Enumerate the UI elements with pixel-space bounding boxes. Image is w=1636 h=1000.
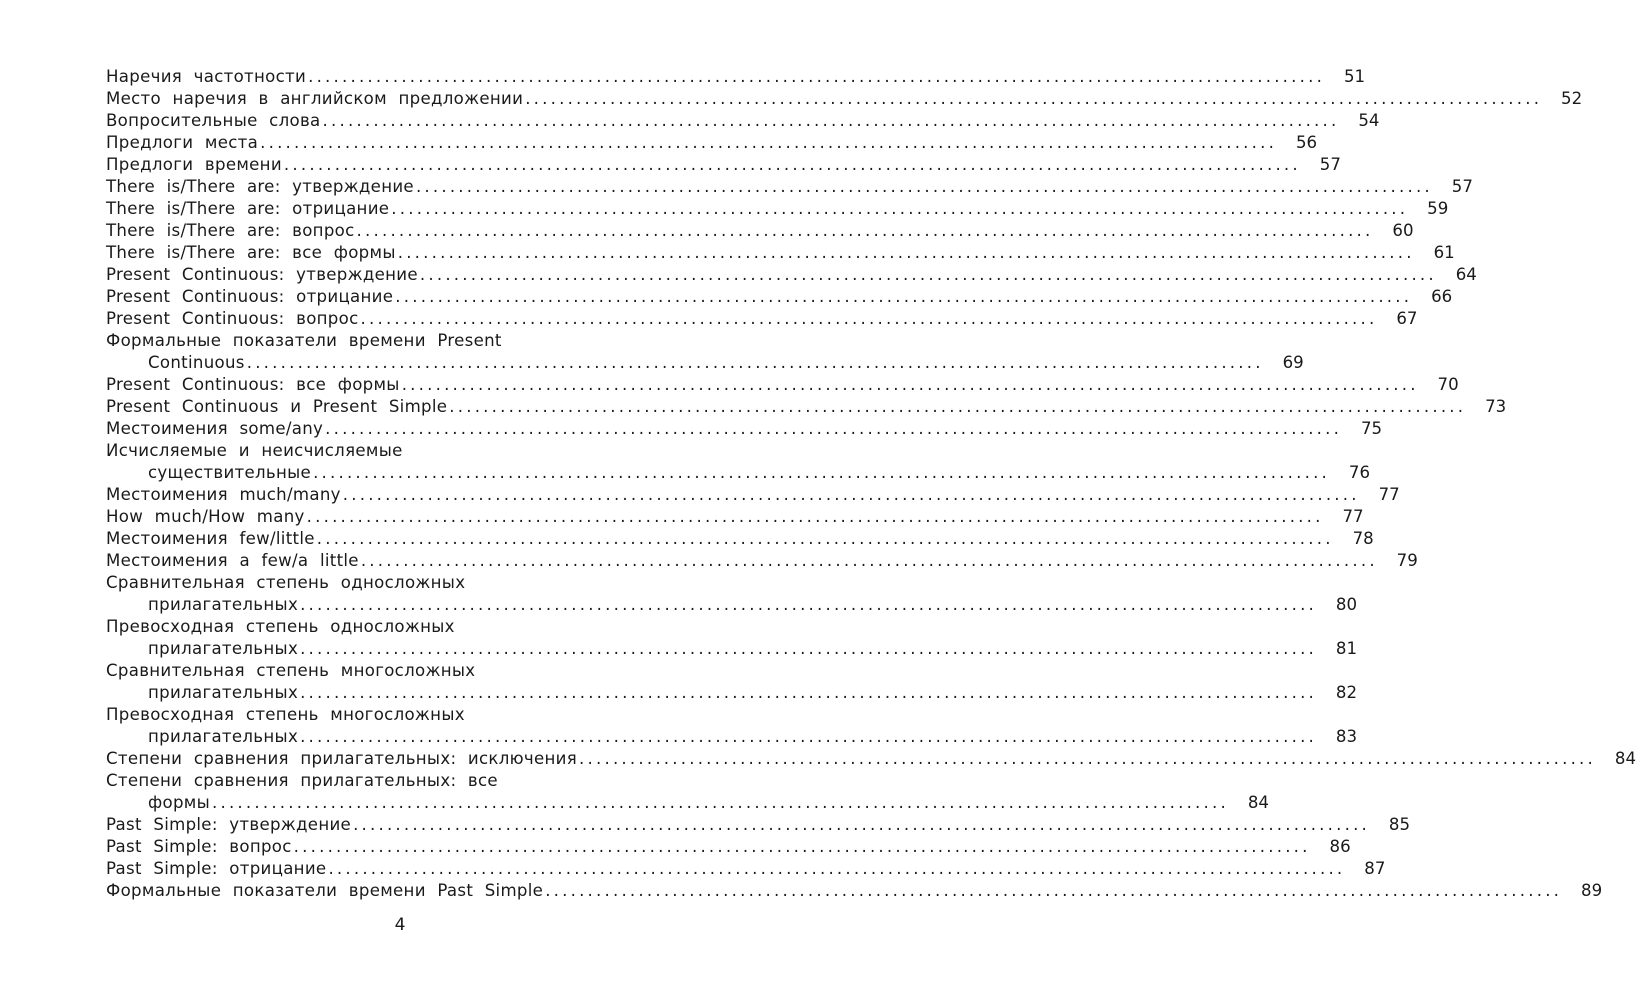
- toc-entry: [106, 418, 1383, 440]
- toc-entry-line: [106, 462, 1371, 484]
- toc-entry-line: [106, 704, 708, 726]
- toc-entry-line: [106, 352, 1304, 374]
- toc-entry-line: [106, 132, 1318, 154]
- toc-entry-line: [106, 110, 1380, 132]
- toc-entry-line: [106, 880, 1603, 902]
- toc-entry-line: [106, 176, 1473, 198]
- toc-entry-line: [106, 572, 708, 594]
- toc-entry-page: 66: [1431, 287, 1453, 306]
- toc-entry-title: Формальные показатели времени Past Simple: [106, 881, 544, 900]
- dot-leader: ........................................................................................................................: [360, 551, 1378, 570]
- dot-leader: ........................................................................................................................: [300, 595, 1318, 614]
- dot-leader: ........................................................................................................................: [360, 309, 1378, 328]
- toc-entry: [106, 836, 1351, 858]
- toc-entry-page: 52: [1561, 89, 1583, 108]
- toc-entry-title: Past Simple: отрицание: [106, 859, 327, 878]
- toc-entry: [106, 484, 1400, 506]
- toc-entry: [106, 880, 1603, 902]
- toc-entry-line: [106, 836, 1351, 858]
- toc-entry-line: [106, 770, 708, 792]
- toc-entry-line: [106, 154, 1341, 176]
- toc-entry-line: [106, 484, 1400, 506]
- dot-leader: ........................................................................................................................: [325, 419, 1343, 438]
- toc-entry: [106, 132, 1318, 154]
- toc-entry-line: [106, 418, 1383, 440]
- toc-entry: [106, 748, 1636, 770]
- toc-entry-title: Местоимения much/many: [106, 485, 341, 504]
- toc-entry-line: [106, 440, 708, 462]
- toc-entry-title: Continuous: [148, 353, 245, 372]
- toc-entry-line: [106, 660, 708, 682]
- toc-entry: [106, 308, 1418, 330]
- toc-entry: [106, 110, 1380, 132]
- toc-entry-line: [106, 330, 708, 352]
- toc-entry-title: There is/There are: все формы: [106, 243, 396, 262]
- toc-entry-page: 56: [1295, 133, 1318, 152]
- toc-entry-page: 60: [1392, 221, 1414, 240]
- toc-entry: [106, 330, 1304, 374]
- toc-entry-page: 79: [1396, 551, 1418, 570]
- toc-entry-line: [106, 726, 1358, 748]
- toc-entry: [106, 858, 1386, 880]
- dot-leader: ........................................................................................................................: [391, 199, 1409, 218]
- toc-entry-line: [106, 308, 1418, 330]
- toc-entry-title: Место наречия в английском предложении: [106, 89, 524, 108]
- toc-entry-title: прилагательных: [148, 727, 299, 746]
- toc-entry-title: формы: [148, 793, 210, 812]
- toc-entry-title: Present Continuous: утверждение: [106, 265, 418, 284]
- toc-entry: [106, 286, 1453, 308]
- toc-entry: [106, 550, 1418, 572]
- toc-entry-title: Исчисляемые и неисчисляемые: [106, 441, 403, 460]
- toc-entry-title: Past Simple: вопрос: [106, 837, 292, 856]
- toc-entry-page: 57: [1319, 155, 1341, 174]
- toc-entry-page: 76: [1348, 463, 1371, 482]
- toc-entry-line: [106, 264, 1477, 286]
- toc-entry-title: Степени сравнения прилагательных: исключения: [106, 749, 578, 768]
- dot-leader: ........................................................................................................................: [397, 243, 1415, 262]
- toc-entry-title: Present Continuous: отрицание: [106, 287, 394, 306]
- dot-leader: ........................................................................................................................: [328, 859, 1346, 878]
- toc-entry-title: Местоимения few/little: [106, 529, 315, 548]
- dot-leader: ........................................................................................................................: [419, 265, 1437, 284]
- dot-leader: ........................................................................................................................: [342, 485, 1360, 504]
- toc-entry: [106, 704, 1358, 748]
- toc-entry-page: 87: [1364, 859, 1386, 878]
- toc-entry-title: Превосходная степень односложных: [106, 617, 455, 636]
- dot-leader: ........................................................................................................................: [313, 463, 1331, 482]
- toc-entry-page: 84: [1614, 749, 1636, 768]
- dot-leader: ........................................................................................................................: [449, 397, 1467, 416]
- toc-entry-line: [106, 220, 1414, 242]
- toc-entry: [106, 396, 1507, 418]
- dot-leader: ........................................................................................................................: [525, 89, 1543, 108]
- toc-entry-line: [106, 616, 708, 638]
- toc-entry-page: 70: [1437, 375, 1459, 394]
- toc-entry-line: [106, 814, 1411, 836]
- toc-entry-page: 69: [1282, 353, 1304, 372]
- toc-entry-line: [106, 396, 1507, 418]
- toc-entry-page: 82: [1335, 683, 1358, 702]
- toc-entry: [106, 66, 1366, 88]
- toc-entry-title: There is/There are: утверждение: [106, 177, 414, 196]
- toc-entry-title: There is/There are: отрицание: [106, 199, 390, 218]
- toc-entry-title: Past Simple: утверждение: [106, 815, 352, 834]
- toc-entry-page: 54: [1358, 111, 1380, 130]
- toc-entry-line: [106, 748, 1636, 770]
- toc-entry-line: [106, 638, 1358, 660]
- toc-entry: [106, 154, 1341, 176]
- dot-leader: ........................................................................................................................: [246, 353, 1264, 372]
- toc-entry-page: 73: [1485, 397, 1507, 416]
- toc-entry-title: There is/There are: вопрос: [106, 221, 355, 240]
- toc-entry: [106, 572, 1358, 616]
- toc-entry-title: Present Continuous: вопрос: [106, 309, 359, 328]
- dot-leader: ........................................................................................................................: [283, 155, 1301, 174]
- toc-entry-page: 81: [1335, 639, 1358, 658]
- dot-leader: ........................................................................................................................: [308, 67, 1326, 86]
- toc-entry-title: Местоимения some/any: [106, 419, 324, 438]
- toc-entry-title: How much/How many: [106, 507, 305, 526]
- toc-entry-line: [106, 286, 1453, 308]
- dot-leader: ........................................................................................................................: [322, 111, 1340, 130]
- toc-entry: [106, 660, 1358, 704]
- toc-entry-title: Present Continuous и Present Simple: [106, 397, 448, 416]
- toc-entry-title: существительные: [148, 463, 312, 482]
- dot-leader: ........................................................................................................................: [353, 815, 1371, 834]
- toc-entry-page: 80: [1335, 595, 1358, 614]
- toc-entry-line: [106, 506, 1364, 528]
- dot-leader: ........................................................................................................................: [415, 177, 1433, 196]
- toc-entry-title: Предлоги времени: [106, 155, 282, 174]
- toc-entry: [106, 242, 1455, 264]
- toc-entry: [106, 374, 1459, 396]
- toc-entry-title: Формальные показатели времени Present: [106, 331, 502, 350]
- toc-entry-line: [106, 550, 1418, 572]
- toc-entry-line: [106, 88, 1583, 110]
- toc-entry-line: [106, 792, 1269, 814]
- toc-entry-title: Сравнительная степень односложных: [106, 573, 466, 592]
- toc-entry-line: [106, 66, 1366, 88]
- toc-entry-page: 77: [1378, 485, 1400, 504]
- toc-entry-title: Превосходная степень многосложных: [106, 705, 465, 724]
- toc-entry: [106, 88, 1583, 110]
- dot-leader: ........................................................................................................................: [212, 793, 1229, 812]
- toc-entry: [106, 506, 1364, 528]
- toc-entry: [106, 198, 1449, 220]
- dot-leader: ........................................................................................................................: [300, 683, 1318, 702]
- dot-leader: ........................................................................................................................: [260, 133, 1278, 152]
- dot-leader: ........................................................................................................................: [356, 221, 1374, 240]
- dot-leader: ........................................................................................................................: [401, 375, 1419, 394]
- toc-entry: [106, 616, 1358, 660]
- toc-entry: [106, 528, 1374, 550]
- toc-entry-title: прилагательных: [148, 683, 299, 702]
- toc-entry: [106, 440, 1371, 484]
- toc-entry-title: Present Continuous: все формы: [106, 375, 400, 394]
- toc-entry-page: 59: [1427, 199, 1449, 218]
- toc-entry-page: 67: [1396, 309, 1418, 328]
- toc-entry: [106, 220, 1414, 242]
- toc-entry-title: Наречия частотности: [106, 67, 307, 86]
- toc-entry-line: [106, 374, 1459, 396]
- dot-leader: ........................................................................................................................: [579, 749, 1597, 768]
- toc-entry-line: [106, 242, 1455, 264]
- toc-entry: [106, 264, 1477, 286]
- toc-entry-line: [106, 858, 1386, 880]
- toc-entry-page: 57: [1451, 177, 1473, 196]
- dot-leader: ........................................................................................................................: [300, 727, 1318, 746]
- toc-entry-title: Местоимения a few/a little: [106, 551, 359, 570]
- toc-entry: [106, 814, 1411, 836]
- dot-leader: ........................................................................................................................: [545, 881, 1563, 900]
- toc-entry-page: 86: [1329, 837, 1351, 856]
- table-of-contents: [106, 66, 1636, 902]
- toc-entry-line: [106, 682, 1358, 704]
- toc-entry-page: 85: [1388, 815, 1411, 834]
- toc-entry-page: 51: [1343, 67, 1366, 86]
- toc-entry-page: 61: [1433, 243, 1455, 262]
- toc-entry-title: Предлоги места: [106, 133, 259, 152]
- toc-entry-line: [106, 198, 1449, 220]
- dot-leader: ........................................................................................................................: [293, 837, 1311, 856]
- toc-entry-title: Сравнительная степень многосложных: [106, 661, 476, 680]
- toc-entry-page: 84: [1247, 793, 1269, 812]
- toc-entry-page: 78: [1352, 529, 1374, 548]
- toc-entry-title: прилагательных: [148, 595, 299, 614]
- toc-entry-page: 75: [1360, 419, 1383, 438]
- toc-entry-title: Вопросительные слова: [106, 111, 321, 130]
- dot-leader: ........................................................................................................................: [316, 529, 1334, 548]
- toc-entry: [106, 176, 1473, 198]
- toc-entry-line: [106, 594, 1358, 616]
- toc-entry-page: 83: [1335, 727, 1358, 746]
- page-number: 4: [394, 915, 406, 935]
- dot-leader: ........................................................................................................................: [395, 287, 1413, 306]
- toc-entry-title: прилагательных: [148, 639, 299, 658]
- toc-entry-page: 89: [1581, 881, 1603, 900]
- dot-leader: ........................................................................................................................: [306, 507, 1324, 526]
- toc-entry-title: Степени сравнения прилагательных: все: [106, 771, 498, 790]
- toc-entry-page: 77: [1342, 507, 1364, 526]
- toc-entry-page: 64: [1455, 265, 1477, 284]
- toc-entry: [106, 770, 1269, 814]
- dot-leader: ........................................................................................................................: [300, 639, 1318, 658]
- toc-entry-line: [106, 528, 1374, 550]
